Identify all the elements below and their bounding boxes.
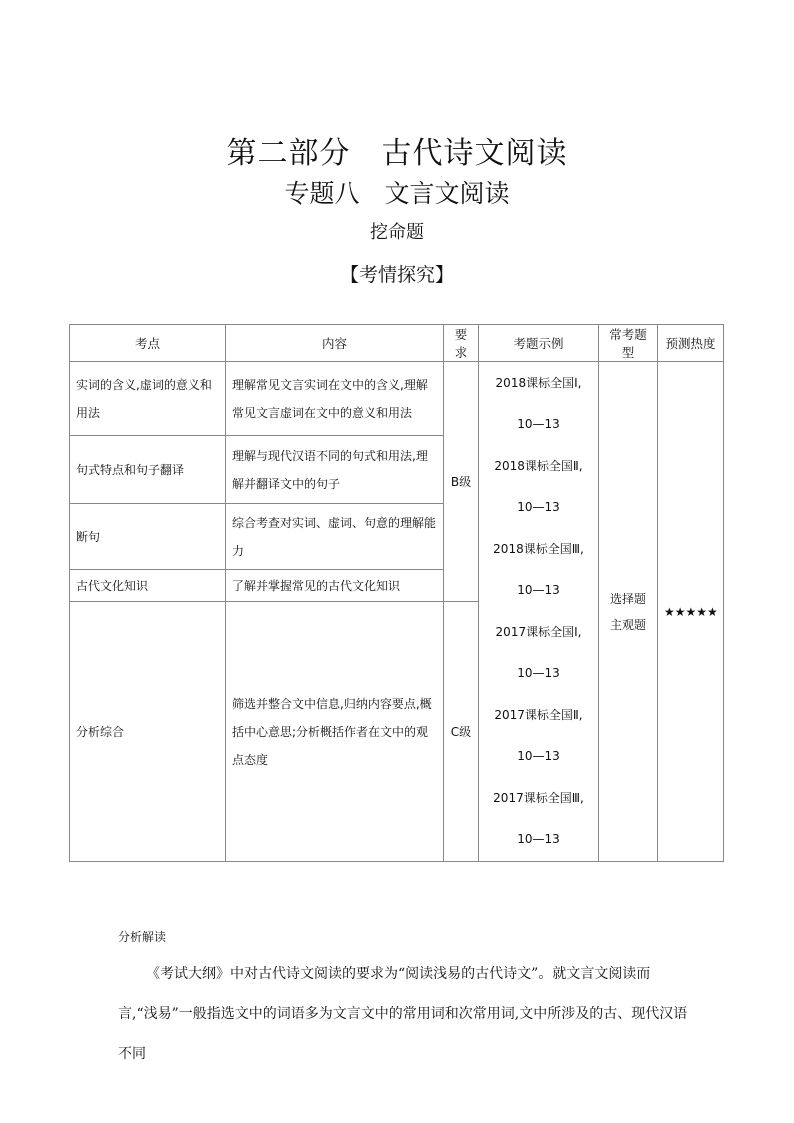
column-header: 常考题型 [599, 325, 658, 362]
examples-cell [479, 362, 599, 862]
example-line: 10—13 [517, 832, 560, 846]
example-line: 10—13 [517, 500, 560, 514]
question-type: 主观题 [609, 617, 646, 632]
analysis-heading: 分析解读 [118, 930, 167, 944]
section-title: 挖命题 [370, 222, 424, 243]
table-header-row [70, 325, 724, 362]
column-header: 预测热度 [658, 325, 724, 362]
column-header: 内容 [226, 325, 444, 362]
subsection-title: 【考情探究】 [339, 264, 454, 286]
part-title: 第二部分 古代诗文阅读 [226, 136, 568, 171]
example-line: 10—13 [517, 749, 560, 763]
heat-rating: ★★★★★ [658, 362, 724, 862]
content-cell: 筛选并整合文中信息,归纳内容要点,概括中心意思;分析概括作者在文中的观点态度 [226, 602, 444, 862]
example-line: 10—13 [517, 583, 560, 597]
question-type: 选择题 [609, 591, 646, 606]
requirement-cell: B级 [444, 362, 479, 602]
example-line: 2017课标全国Ⅲ, [493, 790, 584, 805]
example-line: 2018课标全国Ⅱ, [494, 458, 583, 473]
content-cell: 综合考查对实词、虚词、句意的理解能力 [226, 504, 444, 570]
topic-title: 专题八 文言文阅读 [284, 179, 510, 208]
content-cell: 理解与现代汉语不同的句式和用法,理解并翻译文中的句子 [226, 436, 444, 504]
analysis-paragraph: 《考试大纲》中对古代诗文阅读的要求为“阅读浅易的古代诗文”。就文言文阅读而言,“浅易”一般指选文中的词语多为文言文中的常用词和次常用词,文中所涉及的古、现代汉语不同 [118, 966, 688, 1062]
question-types-cell [599, 362, 658, 862]
example-line: 2017课标全国Ⅱ, [494, 707, 583, 722]
content-cell: 理解常见文言实词在文中的含义,理解常见文言虚词在文中的意义和用法 [226, 362, 444, 436]
example-line: 2018课标全国Ⅲ, [493, 541, 584, 556]
point-cell: 断句 [70, 504, 226, 570]
point-cell: 古代文化知识 [70, 570, 226, 602]
point-cell: 实词的含义,虚词的意义和用法 [70, 362, 226, 436]
point-cell: 分析综合 [70, 602, 226, 862]
column-header: 考题示例 [479, 325, 599, 362]
example-line: 10—13 [517, 666, 560, 680]
column-header: 考点 [70, 325, 226, 362]
exam-analysis-table [69, 324, 724, 862]
table-row [70, 362, 724, 436]
requirement-cell: C级 [444, 602, 479, 862]
example-line: 2018课标全国Ⅰ, [495, 375, 582, 390]
example-line: 10—13 [517, 417, 560, 431]
column-header: 要求 [444, 325, 479, 362]
content-cell: 了解并掌握常见的古代文化知识 [226, 570, 444, 602]
example-line: 2017课标全国Ⅰ, [495, 624, 582, 639]
point-cell: 句式特点和句子翻译 [70, 436, 226, 504]
